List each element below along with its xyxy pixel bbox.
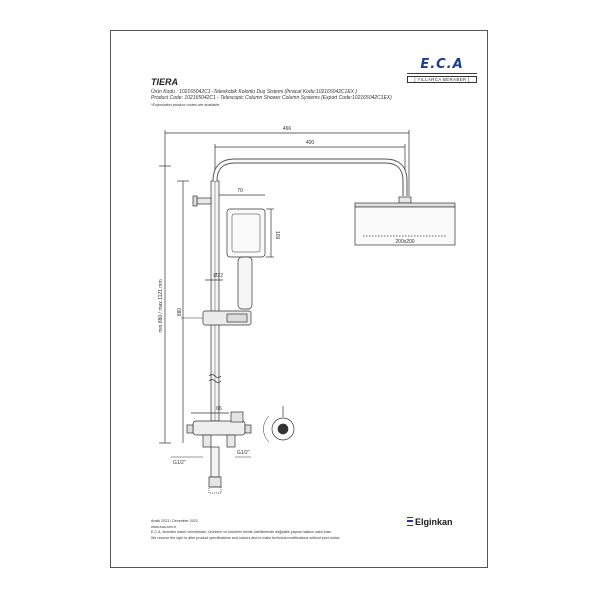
head-shower-top [355, 203, 455, 207]
logo-mark: E.C.A [407, 57, 477, 74]
label-pipe-diameter: Ø22 [213, 273, 223, 279]
technical-drawing [111, 31, 489, 569]
hand-shower-head [227, 209, 265, 257]
elginkan-logo-icon [407, 517, 413, 526]
footer-tr-disclaimer: E.C.A. önceden haber vermeksizin, ürünlerin ve ürünlerin teknik özelliklerinde değişiklik yapma hakkını saklı tutar. [151, 530, 332, 535]
label-mixer-offset: 66 [216, 406, 222, 412]
footer-date: Aralık 2023 / December 2023 [151, 519, 198, 523]
label-total-width: 466 [282, 126, 292, 132]
knob-detail-center [278, 424, 288, 434]
label-hand-width: 70 [237, 188, 243, 194]
label-column-height: 880 [177, 307, 183, 317]
left-inlet [203, 435, 211, 447]
en-product-code: Product Code: 102165042C1 - Telescopic Column Shower Column Systems (Export Code:102165042C1EX) [151, 95, 392, 102]
export-note: *Exportation product codes are available. [151, 102, 221, 107]
product-title: TIERA [151, 77, 178, 87]
head-connector [399, 197, 411, 203]
tr-product-code: Ürün Kodu : 102165042C1 -Teleskobik Kolonlu Duş Sistemi (İhracat Kodu:102165042C1EX ) [151, 89, 358, 95]
label-head-size: 200x200 [395, 239, 415, 245]
brand-name: Elginkan [415, 517, 453, 527]
label-height-range: min 880 / max 1121 mm [158, 279, 164, 333]
footer-website: www.eca.com.tr [151, 524, 177, 529]
logo-subtitle: [ YILLARCA BERABER ] [407, 76, 477, 83]
label-arm-length: 400 [305, 140, 315, 146]
hand-shower-handle [238, 257, 252, 309]
shower-arm [215, 161, 405, 196]
label-inlet-right: G1/2" [237, 450, 250, 456]
mixer-body [193, 421, 245, 435]
left-handle [187, 425, 193, 433]
top-wall-bracket [197, 198, 211, 204]
right-handle [245, 425, 251, 433]
right-inlet [227, 435, 235, 447]
mixer-control-knob [231, 412, 243, 422]
label-hand-height: 109 [274, 230, 280, 240]
footer-en-disclaimer: We reserve the right to alter product specifications and colours and to make technical modifications without prior notice. [151, 535, 341, 540]
footer [151, 519, 411, 541]
elginkan-brand [407, 517, 453, 527]
label-inlet-left: G1/2" [173, 460, 186, 466]
datasheet-page [110, 30, 488, 568]
bottom-outlet [211, 447, 219, 477]
